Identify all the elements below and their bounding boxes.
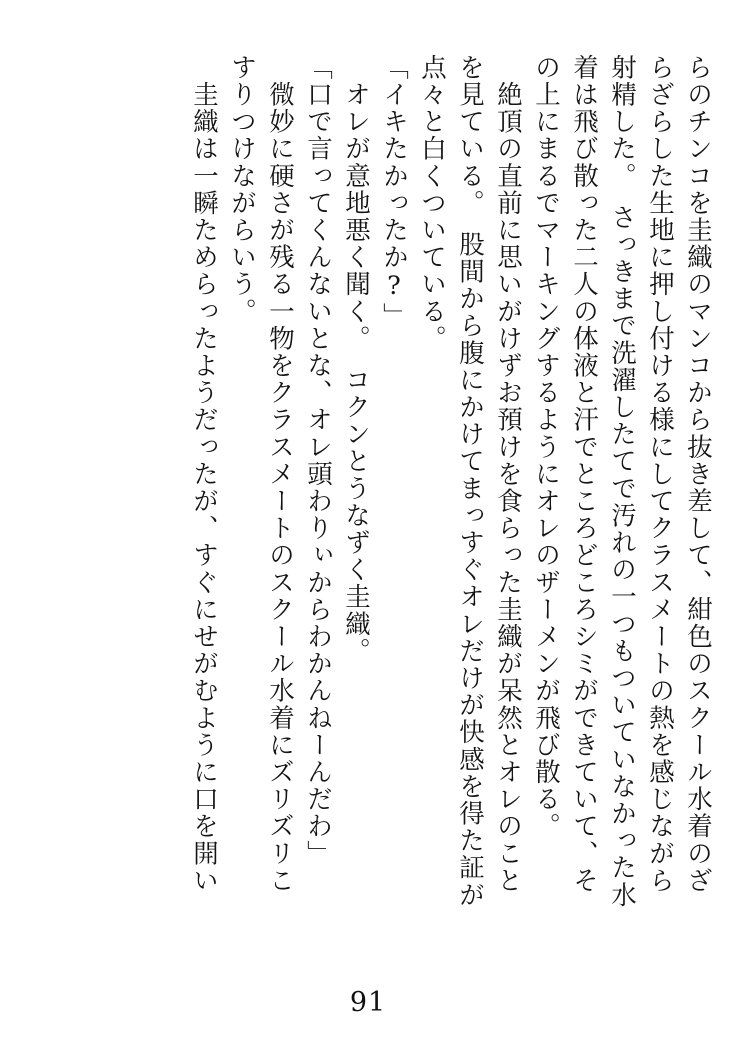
text-line: 圭織は一瞬ためらったようだったが、すぐにせがむように口を開い	[189, 54, 219, 895]
text-line: の上にまるでマーキングするようにオレのザーメンが飛び散る。	[531, 54, 561, 840]
text-line: 微妙に硬さが残る一物をクラスメートのスクール水着にズリズリこ	[265, 54, 295, 895]
text-line: すりつけながらいう。	[227, 54, 257, 325]
text-line: 絶頂の直前に思いがけずお預けを食らった圭織が呆然とオレのこと	[493, 54, 523, 895]
vertical-text-body	[26, 54, 713, 964]
text-line: らのチンコを圭織のマンコから抜き差して、紺色のスクール水着のざ	[683, 54, 713, 895]
text-line: 「イキたかったか?」	[379, 54, 409, 330]
text-line: 射精した。 さっきまで洗濯したてで汚れの一つもついていなかった水	[607, 54, 637, 909]
text-line: 「口で言ってくんないとな、オレ頭わりぃからわかんねーんだわ」	[303, 54, 333, 867]
text-line: らざらした生地に押し付ける様にしてクラスメートの熱を感じながら	[645, 54, 675, 895]
text-line: 着は飛び散った二人の体液と汗でところどころシミができていて、そ	[569, 54, 599, 895]
text-line: を見ている。 股間から腹にかけてまっすぐオレだけが快感を得た証が	[455, 54, 485, 909]
page-number: 91	[349, 987, 387, 1018]
text-line: 点々と白くついている。	[417, 54, 447, 353]
text-line: オレが意地悪く聞く。 コクンとうなずく圭織。	[341, 54, 371, 665]
